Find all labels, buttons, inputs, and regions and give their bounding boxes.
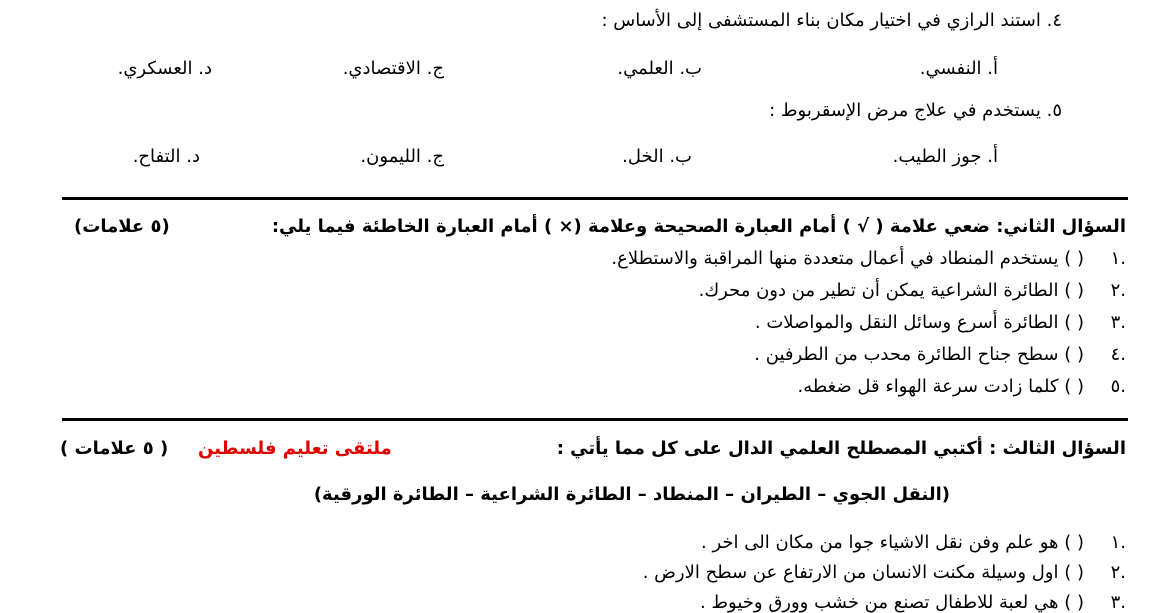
section2-item-text: ( ) يستخدم المنطاد في أعمال متعددة منها المراقبة والاستطلاع. (611, 248, 1084, 269)
q4-option-c: ج. الاقتصادي. (342, 58, 444, 79)
section2-item-text: ( ) الطائرة أسرع وسائل النقل والمواصلات . (754, 312, 1084, 333)
section3-terms: (النقل الجوي – الطيران – المنطاد – الطائرة الشراعية – الطائرة الورقية) (313, 484, 950, 505)
section2-item-number: ١. (1110, 248, 1126, 269)
q5-option-a: أ. جوز الطيب. (892, 146, 998, 167)
divider-1 (62, 197, 1128, 200)
section3-marks: ( ٥ علامات ) (60, 438, 169, 459)
section2-title: السؤال الثاني: ضعي علامة ( √ ) أمام العبارة الصحيحة وعلامة (× ) أمام العبارة الخاطئة فيما يلي: (271, 216, 1126, 237)
q5-option-c: ج. الليمون. (360, 146, 444, 167)
section2-item-number: ٣. (1110, 312, 1126, 333)
section2-item-text: ( ) سطح جناح الطائرة محدب من الطرفين . (754, 344, 1084, 365)
section3-item-text: ( ) اول وسيلة مكنت الانسان من الارتفاع عن سطح الارض . (642, 562, 1084, 583)
section2-item-number: ٥. (1110, 376, 1126, 397)
section3-item-text: ( ) هو علم وفن نقل الاشياء جوا من مكان الى اخر . (701, 532, 1084, 553)
watermark-label: ملتقى تعليم فلسطين (198, 438, 392, 459)
section2-marks: (٥ علامات) (74, 216, 170, 237)
q4-option-b: ب. العلمي. (617, 58, 702, 79)
section2-item-number: ٢. (1110, 280, 1126, 301)
q5-option-b: ب. الخل. (622, 146, 692, 167)
section3-item-number: ٣. (1110, 592, 1126, 613)
section3-item-number: ٢. (1110, 562, 1126, 583)
q4-option-d: د. العسكري. (117, 58, 212, 79)
section3-item-text: ( ) هي لعبة للاطفال تصنع من خشب وورق وخيوط . (699, 592, 1084, 613)
section2-item-text: ( ) كلما زادت سرعة الهواء قل ضغطه. (797, 376, 1084, 397)
q5-option-d: د. التفاح. (132, 146, 200, 167)
section3-item-number: ١. (1110, 532, 1126, 553)
section2-item-number: ٤. (1110, 344, 1126, 365)
section2-item-text: ( ) الطائرة الشراعية يمكن أن تطير من دون محرك. (698, 280, 1084, 301)
section3-title: السؤال الثالث : أكتبي المصطلح العلمي الدال على كل مما يأتي : (556, 438, 1126, 459)
q4-stem: ٤. استند الرازي في اختيار مكان بناء المستشفى إلى الأساس : (601, 10, 1062, 31)
divider-2 (62, 418, 1128, 421)
q5-stem: ٥. يستخدم في علاج مرض الإسقربوط : (769, 100, 1062, 121)
q4-option-a: أ. النفسي. (919, 58, 998, 79)
